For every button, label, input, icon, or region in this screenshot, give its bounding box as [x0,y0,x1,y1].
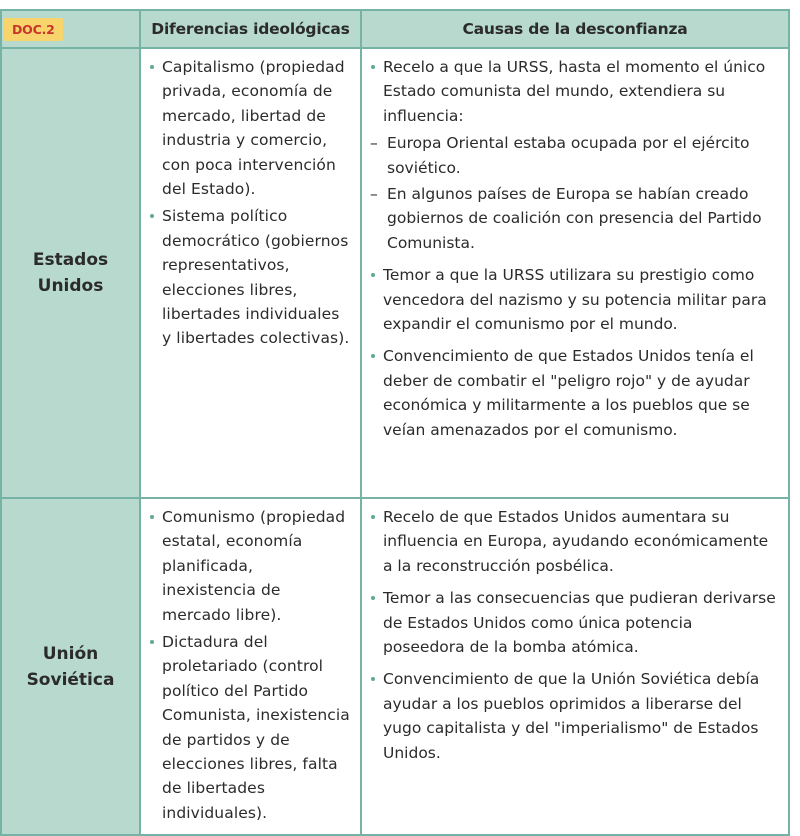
list-item: Recelo de que Estados Unidos aumentara su influencia en Europa, ayudando económicamente a la reconstrucción posbélica. [370,505,776,578]
dash-icon: – [370,185,378,204]
list-item: Dictadura del proletariado (control político del Partido Comunista, inexistencia de partidos y de elecciones libres, falta de libertades individuales). [149,630,350,825]
sub-list-text: En algunos países de Europa se habían creado gobiernos de coalición con presencia del Partido Comunista. [387,185,762,252]
header-ideological-differences: Diferencias ideológicas [140,10,361,48]
sub-list-item [370,182,776,255]
ussr-causes-cell [361,498,789,835]
dash-icon: – [370,134,378,153]
header-causes-of-distrust: Causas de la desconfianza [361,10,789,48]
row-label-ussr [1,498,140,835]
list-item: Comunismo (propiedad estatal, economía planificada, inexistencia de mercado libre). [149,505,350,627]
table-row-ussr [1,498,789,835]
list-item: Sistema político democrático (gobiernos representativos, elecciones libres, libertades individuales y libertades colectivas). [149,204,350,350]
table-header-row [1,10,789,48]
list-item: Convencimiento de que la Unión Soviética debía ayudar a los pueblos oprimidos a liberarse del yugo capitalista y del "imperialismo" de Estados Unidos. [370,667,776,765]
doc-label-cell [1,10,140,48]
row-label-line: Unidos [37,276,104,296]
list-item: Capitalismo (propiedad privada, economía de mercado, libertad de industria y comercio, con poca intervención del Estado). [149,55,350,201]
row-label-line: Unión [42,643,99,664]
ussr-differences-cell [140,498,361,835]
row-label-usa [1,48,140,498]
list-item: Temor a las consecuencias que pudieran derivarse de Estados Unidos como única potencia poseedora de la bomba atómica. [370,586,776,659]
row-label-line: Soviética [26,669,115,690]
table-row-usa [1,48,789,498]
ideological-differences-table [0,9,790,836]
list-item: Convencimiento de que Estados Unidos tenía el deber de combatir el "peligro rojo" y de ayudar económica y militarmente a los pueblos que se veían amenazados por el comunismo. [370,344,776,442]
usa-differences-cell [140,48,361,498]
list-item: Temor a que la URSS utilizara su prestigio como vencedora del nazismo y su potencia militar para expandir el comunismo por el mundo. [370,263,776,336]
sub-list-item [370,131,776,180]
doc-badge: DOC.2 [3,18,63,41]
sub-list-text: Europa Oriental estaba ocupada por el ejército soviético. [387,134,750,177]
row-label-line: Estados [32,250,109,270]
list-item: Recelo a que la URSS, hasta el momento el único Estado comunista del mundo, extendiera su influencia: [370,55,776,128]
usa-causes-cell [361,48,789,498]
